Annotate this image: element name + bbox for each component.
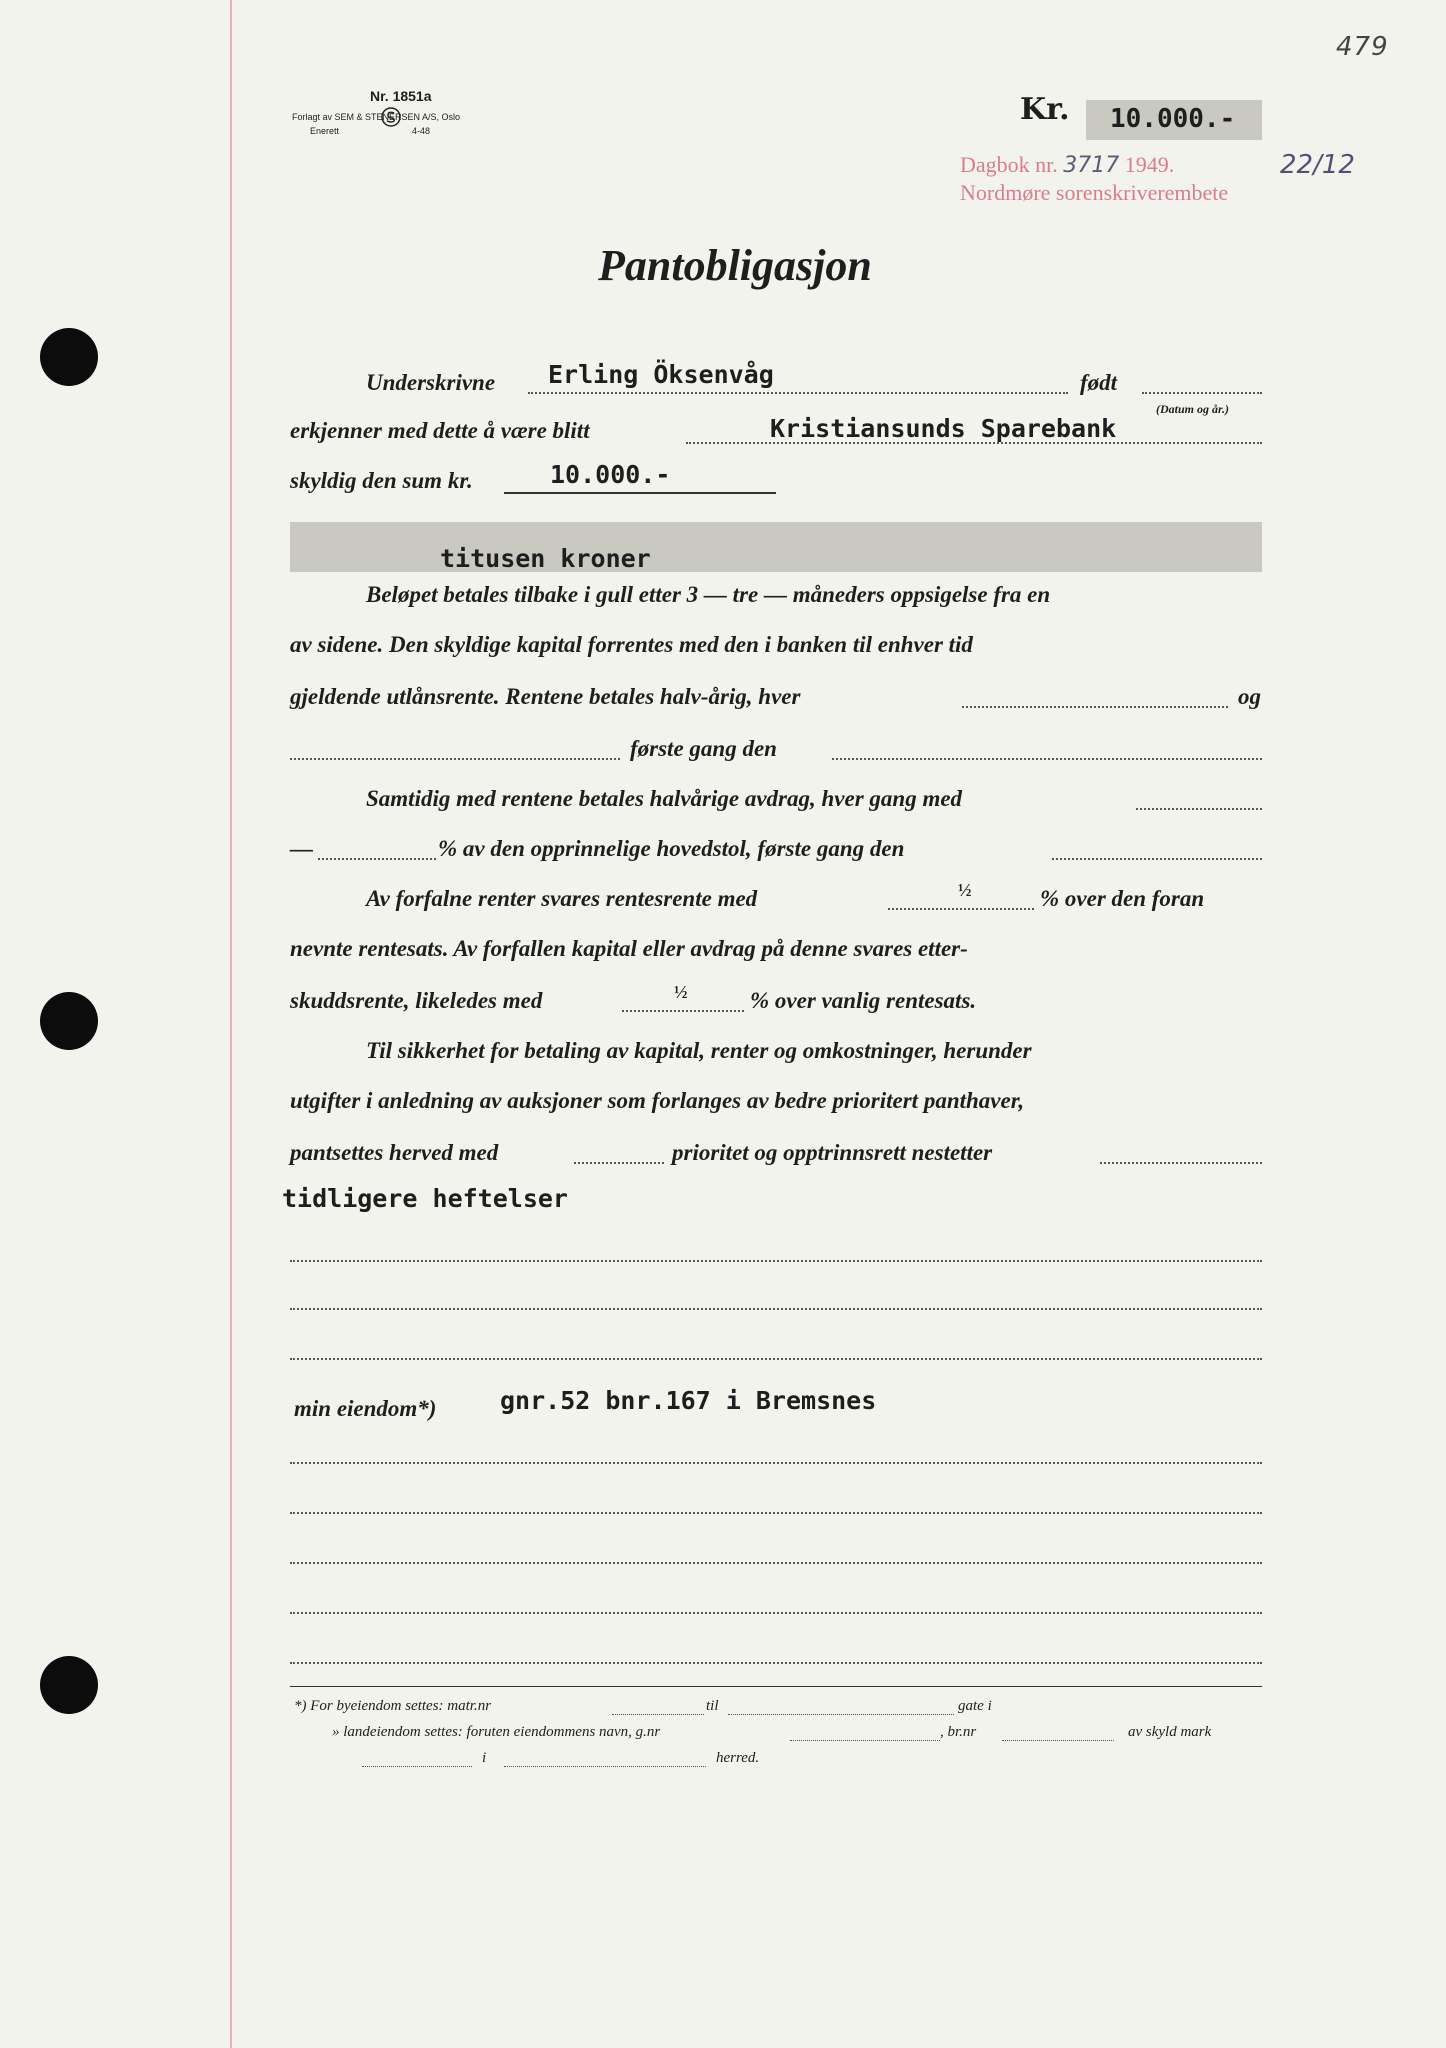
priority-line (574, 1162, 664, 1164)
form-number: Nr. 1851a (370, 88, 432, 104)
body-line-2: av sidene. Den skyldige kapital forrentes med den i banken til enhver tid (290, 632, 973, 657)
punch-hole-icon (40, 992, 98, 1050)
footnote-dots (504, 1766, 706, 1767)
amount-label: Kr. (1020, 92, 1070, 127)
amount-value: 10.000.- (1110, 104, 1236, 134)
sum-words: titusen kroner (440, 544, 651, 573)
footnote-dots (790, 1740, 940, 1741)
footnote-line-1: *) For byeiendom settes: matr.nr (294, 1698, 492, 1714)
rentesrente-line (888, 908, 1034, 910)
footnote-line-1-til: til (706, 1698, 719, 1714)
blank-line (290, 1260, 1262, 1262)
footnote-dots (728, 1714, 954, 1715)
footnote-dots (1002, 1740, 1114, 1741)
body-line-1: Beløpet betales tilbake i gull etter 3 — tre — måneders oppsigelse fra en (366, 582, 1051, 607)
percent-line (318, 858, 436, 860)
body-line-5: Samtidig med rentene betales halvårige avdrag, hver gang med (366, 786, 963, 811)
body-line-7-end: % over den foran (1040, 886, 1205, 911)
body-line-3: gjeldende utlånsrente. Rentene betales halv-årig, hver (290, 684, 801, 709)
footnote-dots (362, 1766, 472, 1767)
overdue-rate-line (622, 1010, 744, 1012)
page-number: 479 (1336, 32, 1389, 62)
principal-date-line (1052, 858, 1262, 860)
body-line-10: Til sikkerhet for betaling av kapital, renter og omkostninger, herunder (366, 1038, 1032, 1063)
footnote-line-3-herred: herred. (716, 1750, 760, 1766)
prior-liens-value: tidligere heftelser (282, 1184, 568, 1213)
blank-line (290, 1358, 1262, 1360)
creditor-value: Kristiansunds Sparebank (770, 414, 1117, 443)
document-title: Pantobligasjon (598, 241, 872, 290)
dagbok-stamp (960, 152, 1174, 178)
undersigned-value: Erling Öksenvåg (548, 360, 774, 389)
blank-line (290, 1512, 1262, 1514)
dagbok-label: Dagbok nr. (960, 152, 1058, 177)
blank-line (290, 1562, 1262, 1564)
property-label: min eiendom*) (294, 1396, 437, 1421)
born-label: født (1080, 370, 1118, 395)
blank-line (290, 1662, 1262, 1664)
undersigned-line (528, 392, 1068, 394)
footnote-line-3-i: i (482, 1750, 487, 1766)
creditor-line (686, 442, 1262, 444)
body-line-11: utgifter i anledning av auksjoner som forlanges av bedre prioritert panthaver, (290, 1088, 1025, 1113)
footnote-line-2-skyld: av skyld mark (1128, 1724, 1212, 1740)
footnote-dots (612, 1714, 704, 1715)
edition-text: 4-48 (412, 126, 431, 136)
footnote-rule (290, 1686, 1262, 1687)
body-line-12-end: prioritet og opptrinnsrett nestetter (672, 1140, 993, 1165)
body-line-8: nevnte rentesats. Av forfallen kapital eller avdrag på denne svares etter- (290, 936, 968, 961)
body-line-7: Av forfalne renter svares rentesrente med (366, 886, 758, 911)
rentesrente-value: ½ (958, 880, 972, 900)
sum-value: 10.000.- (550, 460, 671, 489)
blank-line (290, 1308, 1262, 1310)
date-hint: (Datum og år.) (1156, 402, 1230, 416)
undersigned-label: Underskrivne (366, 370, 496, 395)
blank-line (290, 1612, 1262, 1614)
body-line-3-end: og (1238, 684, 1261, 709)
first-date-line-b (832, 758, 1262, 760)
amount-box (1086, 100, 1262, 140)
punch-hole-icon (40, 1656, 98, 1714)
body-line-4: første gang den (630, 736, 777, 761)
overdue-rate-value: ½ (674, 982, 688, 1002)
body-line-6-dash: — (290, 836, 313, 861)
enerett-text: Enerett (310, 126, 340, 136)
dagbok-year: 1949. (1124, 152, 1175, 177)
first-date-line-a (290, 758, 620, 760)
interval-line (962, 706, 1228, 708)
property-value: gnr.52 bnr.167 i Bremsnes (500, 1386, 877, 1415)
owing-label: skyldig den sum kr. (290, 468, 473, 493)
after-line (1100, 1162, 1262, 1164)
publisher-logo-icon (380, 106, 402, 128)
footnote-line-2-brnr: , br.nr (940, 1724, 977, 1740)
blank-line (290, 1462, 1262, 1464)
footnote-line-2: » landeiendom settes: foruten eiendommens navn, g.nr (332, 1724, 661, 1740)
sum-words-box (290, 522, 1262, 572)
punch-hole-icon (40, 328, 98, 386)
dagbok-number: 3717 (1063, 153, 1120, 178)
body-line-9-end: % over vanlig rentesats. (750, 988, 977, 1013)
handwritten-date: 22/12 (1280, 150, 1355, 180)
body-line-12: pantsettes herved med (290, 1140, 499, 1165)
body-line-9: skuddsrente, likeledes med (290, 988, 543, 1013)
margin-rule (230, 0, 232, 2048)
footnote-line-1-gate: gate i (958, 1698, 992, 1714)
born-line (1142, 392, 1262, 394)
sum-line (504, 492, 776, 494)
body-line-6: % av den opprinnelige hovedstol, første gang den (438, 836, 905, 861)
publisher-line: Forlagt av SEM & STENERSEN A/S, Oslo (292, 112, 461, 122)
office-stamp: Nordmøre sorenskriverembete (960, 180, 1229, 205)
acknowledge-label: erkjenner med dette å være blitt (290, 418, 590, 443)
installment-line (1136, 808, 1262, 810)
